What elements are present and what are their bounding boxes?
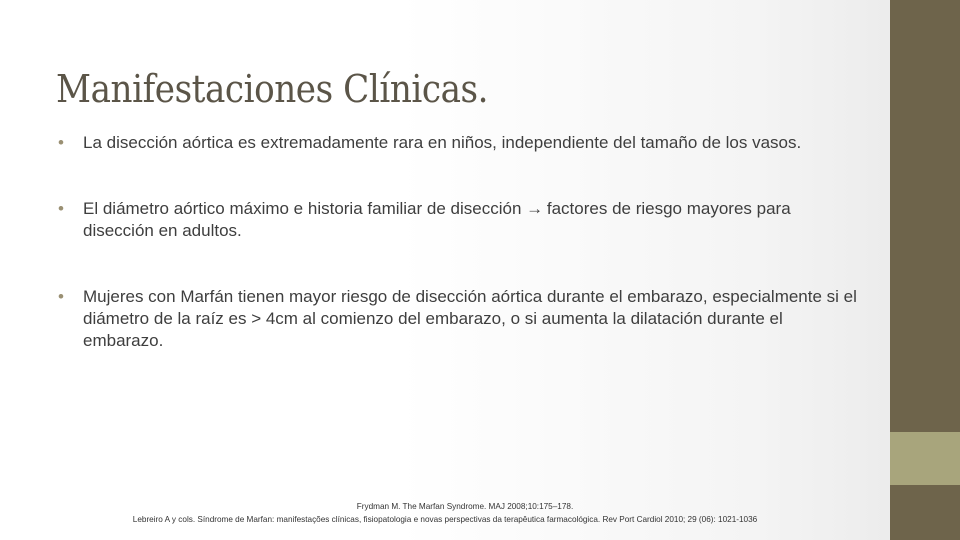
bullet-marker: •: [58, 133, 64, 152]
reference-2: Lebreiro A y cols. Síndrome de Marfan: manifestações clínicas, fisiopatologia e novas perspectivas da terapêutica farmacológica. Rev Port Cardiol 2010; 29 (06): 1021-1036: [132, 515, 758, 524]
bullet-item-3: [58, 286, 858, 352]
arrow-right-icon: →: [526, 199, 544, 218]
bullet-text: La disección aórtica es extremadamente rara en niños, independiente del tamaño de los vasos.: [83, 133, 802, 152]
bullet-item-1: [58, 132, 858, 154]
bullet-text-before-arrow: El diámetro aórtico máximo e historia familiar de disección: [83, 199, 522, 218]
decorative-sidebar-accent: [890, 432, 960, 485]
references: [0, 500, 890, 526]
bullet-text-after-arrow: factores de riesgo mayores para disección en adultos.: [83, 199, 791, 240]
slide-title: Manifestaciones Clínicas.: [56, 67, 489, 112]
reference-1: Frydman M. The Marfan Syndrome. MAJ 2008;10:175–178.: [356, 502, 574, 511]
bullet-marker: •: [58, 199, 64, 218]
bullet-text: Mujeres con Marfán tienen mayor riesgo de disección aórtica durante el embarazo, especialmente si el diámetro de la raíz es > 4cm al comienzo del embarazo, o si aumenta la dilatación durante el embarazo.: [83, 287, 857, 350]
bullet-list: [58, 132, 858, 352]
bullet-marker: •: [58, 287, 64, 306]
bullet-item-2: [58, 198, 858, 242]
